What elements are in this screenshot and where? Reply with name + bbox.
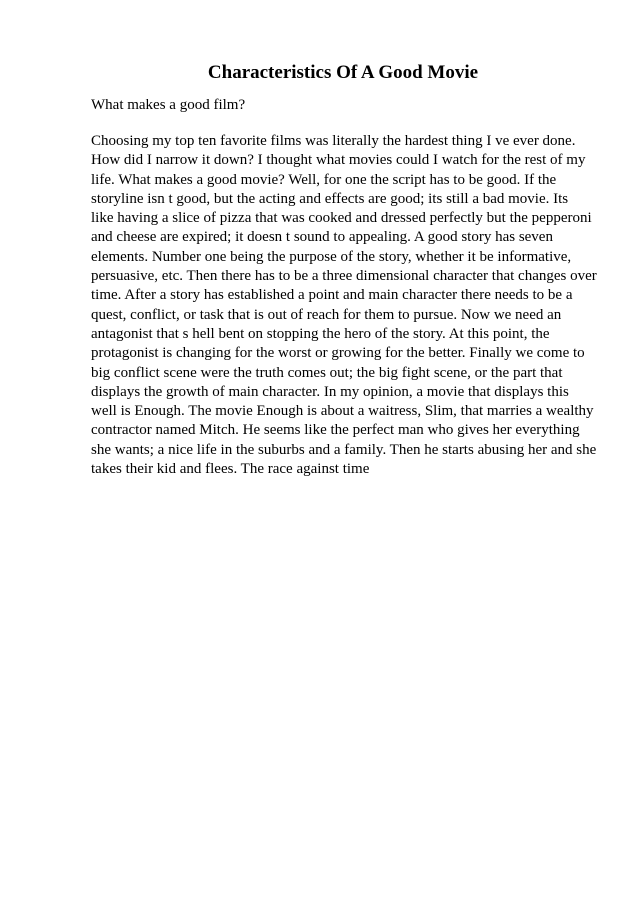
body-line-16: contractor named Mitch. He seems like the perfect man who gives her everything	[91, 422, 580, 439]
body-line-10: quest, conflict, or task that is out of reach for them to pursue. Now we need an	[91, 306, 562, 323]
body-line-11: antagonist that s hell bent on stopping the hero of the story. At this point, the	[91, 325, 550, 342]
body-line-2: How did I narrow it down? I thought what movies could I watch for the rest of my	[91, 152, 586, 169]
body-line-14: displays the growth of main character. In my opinion, a movie that displays this	[91, 383, 569, 400]
body-line-8: persuasive, etc. Then there has to be a three dimensional character that changes over	[91, 268, 597, 285]
body-line-6: and cheese are expired; it doesn t sound to appealing. A good story has seven	[91, 229, 553, 246]
body-line-7: elements. Number one being the purpose of the story, whether it be informative,	[91, 248, 572, 265]
body-line-5: like having a slice of pizza that was cooked and dressed perfectly but the pepperoni	[91, 210, 592, 227]
body-line-18: takes their kid and flees. The race against time	[91, 461, 370, 478]
body-line-3: life. What makes a good movie? Well, for one the script has to be good. If the	[91, 171, 557, 188]
document-title: Characteristics Of A Good Movie	[207, 62, 479, 83]
body-line-9: time. After a story has established a point and main character there needs to be a	[91, 287, 573, 304]
body-line-4: storyline isn t good, but the acting and effects are good; its still a bad movie. Its	[91, 190, 569, 207]
body-line-1: Choosing my top ten favorite films was literally the hardest thing I ve ever done.	[91, 133, 576, 149]
body-line-12: protagonist is changing for the worst or growing for the better. Finally we come to	[91, 345, 585, 362]
document-body	[91, 132, 597, 479]
document-subtitle: What makes a good film?	[91, 97, 246, 113]
body-line-17: she wants; a nice life in the suburbs and a family. Then he starts abusing her and she	[91, 441, 597, 458]
body-line-13: big conflict scene were the truth comes out; the big fight scene, or the part that	[91, 364, 563, 381]
body-line-15: well is Enough. The movie Enough is about a waitress, Slim, that marries a wealthy	[91, 403, 594, 420]
